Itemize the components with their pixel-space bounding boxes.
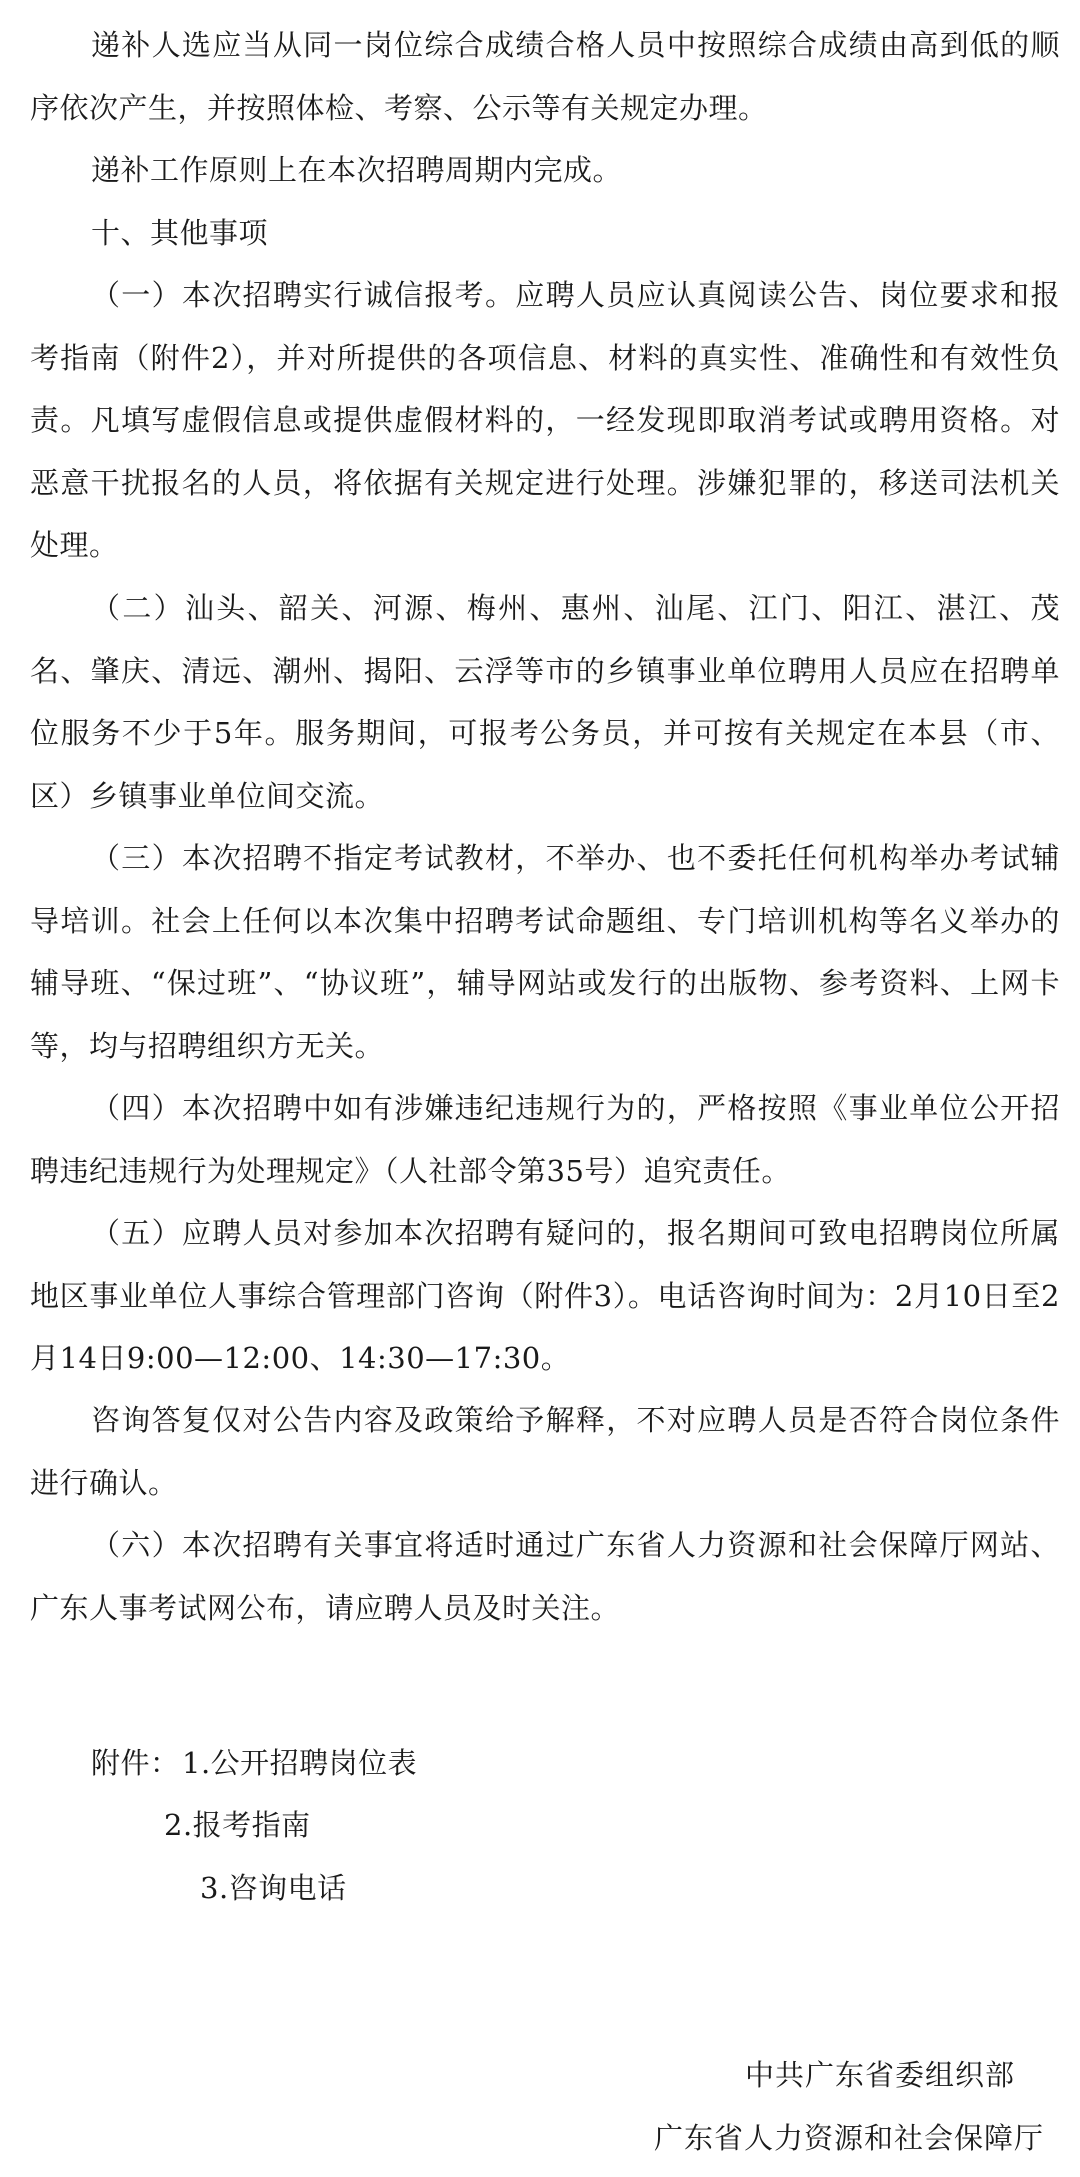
attachment-item: 2.报考指南	[164, 1808, 311, 1842]
paragraph-item-4-discipline: （四）本次招聘中如有涉嫌违纪违规行为的，严格按照《事业单位公开招聘违纪违规行为处理规定》（人社部令第35号）追究责任。	[30, 1091, 1060, 1188]
paragraph-item-6-announcement: （六）本次招聘有关事宜将适时通过广东省人力资源和社会保障厅网站、广东人事考试网公布，请应聘人员及时关注。	[30, 1528, 1060, 1625]
paragraph-substitute-order: 递补人选应当从同一岗位综合成绩合格人员中按照综合成绩由高到低的顺序依次产生，并按照体检、考察、公示等有关规定办理。	[30, 28, 1060, 125]
paragraph-consultation-scope: 咨询答复仅对公告内容及政策给予解释，不对应聘人员是否符合岗位条件进行确认。	[30, 1403, 1060, 1500]
signature-organization: 广东省人力资源和社会保障厅	[654, 2121, 1045, 2155]
attachment-item: 3.咨询电话	[200, 1871, 347, 1905]
attachments-label: 附件：	[91, 1746, 180, 1780]
paragraph-item-3-training: （三）本次招聘不指定考试教材，不举办、也不委托任何机构举办考试辅导培训。社会上任何以本次集中招聘考试命题组、专门培训机构等名义举办的辅导班、“保过班”、“协议班”，辅导网站或发行的出版物、参考资料、上网卡等，均与招聘组织方无关。	[30, 841, 1060, 1063]
signature-organization: 中共广东省委组织部	[745, 2058, 1016, 2092]
paragraph-item-1-integrity: （一）本次招聘实行诚信报考。应聘人员应认真阅读公告、岗位要求和报考指南（附件2），并对所提供的各项信息、材料的真实性、准确性和有效性负责。凡填写虚假信息或提供虚假材料的，一经发现即取消考试或聘用资格。对恶意干扰报名的人员，将依据有关规定进行处理。涉嫌犯罪的，移送司法机关处理。	[30, 278, 1060, 562]
section-heading-other-matters: 十、其他事项	[91, 216, 269, 250]
paragraph-substitute-period: 递补工作原则上在本次招聘周期内完成。	[91, 153, 623, 187]
paragraph-item-2-service: （二）汕头、韶关、河源、梅州、惠州、汕尾、江门、阳江、湛江、茂名、肇庆、清远、潮州、揭阳、云浮等市的乡镇事业单位聘用人员应在招聘单位服务不少于5年。服务期间，可报考公务员，并可按有关规定在本县（市、区）乡镇事业单位间交流。	[30, 591, 1060, 813]
attachment-item: 1.公开招聘岗位表	[182, 1746, 418, 1780]
paragraph-item-5-consultation: （五）应聘人员对参加本次招聘有疑问的，报名期间可致电招聘岗位所属地区事业单位人事综合管理部门咨询（附件3）。电话咨询时间为：2月10日至2月14日9:00—12:00、14:30—17:30。	[30, 1216, 1060, 1375]
